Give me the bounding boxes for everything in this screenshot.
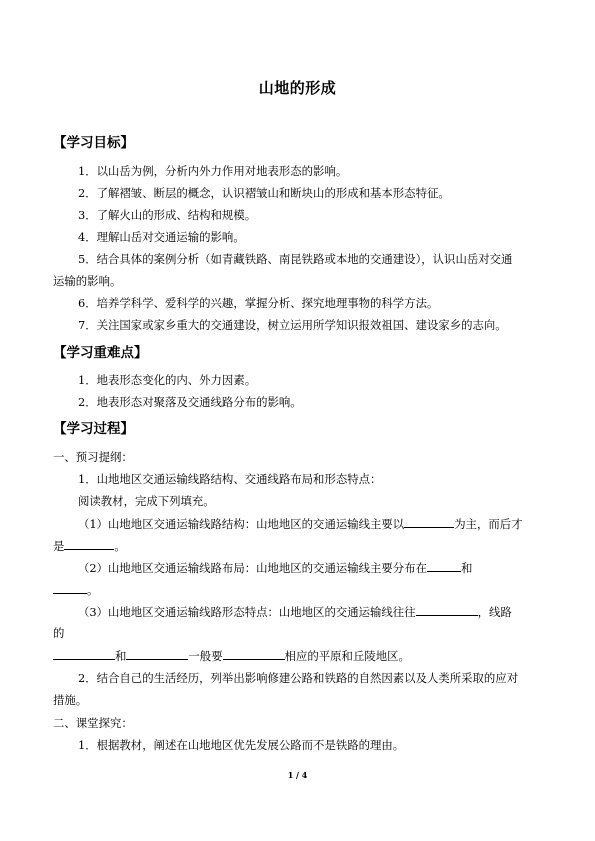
fill-blank[interactable] xyxy=(53,648,115,660)
goal-item-5-continued: 运输的影响。 xyxy=(53,274,122,288)
question-1-text: （1）山地地区交通运输线路结构：山地地区的交通运输线主要以 xyxy=(78,517,405,531)
question-3-line xyxy=(78,604,512,619)
fill-blank[interactable] xyxy=(53,582,87,594)
goal-item-4: 4．理解山岳对交通运输的影响。 xyxy=(78,230,245,244)
question-1-text-b: 为主，而后才 xyxy=(454,517,523,531)
preview-item-2: 2．结合自己的生活经历，列举出影响修建公路和铁路的自然因素以及人类所采取的应对 xyxy=(78,671,519,685)
fill-blank[interactable] xyxy=(404,516,454,528)
fill-blank[interactable] xyxy=(416,604,478,616)
question-1-text-d: 。 xyxy=(114,539,126,553)
explore-item-1: 1．根据教材，阐述在山地地区优先发展公路而不是铁路的理由。 xyxy=(78,738,405,752)
goal-item-5: 5．结合具体的案例分析（如青藏铁路、南昆铁路或本地的交通建设），认识山岳对交通 xyxy=(78,252,513,266)
question-2-text: （2）山地地区交通运输线路布局：山地地区的交通运输线主要分布在 xyxy=(78,561,427,575)
page-number: 1 / 4 xyxy=(287,770,308,780)
goal-item-3: 3．了解火山的形成、结构和规模。 xyxy=(78,208,257,222)
section-heading-process: 【学习过程】 xyxy=(53,421,134,437)
question-3-text-e: 一般要 xyxy=(188,649,223,663)
fill-blank[interactable] xyxy=(223,648,285,660)
goal-item-1: 1．以山岳为例，分析内外力作用对地表形态的影响。 xyxy=(78,164,348,178)
part-explore-heading: 二、课堂探究： xyxy=(53,716,133,730)
fill-blank[interactable] xyxy=(427,560,461,572)
question-2-text-b: 和 xyxy=(460,561,473,575)
goal-item-7: 7．关注国家或家乡重大的交通建设，树立运用所学知识报效祖国、建设家乡的志向。 xyxy=(78,318,507,332)
question-3-text-b: ，线路 xyxy=(477,605,512,619)
goal-item-2: 2．了解褶皱、断层的概念，认识褶皱山和断块山的形成和基本形态特征。 xyxy=(78,186,450,200)
section-heading-goals: 【学习目标】 xyxy=(53,135,134,151)
question-2-line xyxy=(78,560,472,575)
reading-instruction: 阅读教材，完成下列填充。 xyxy=(78,494,215,508)
question-1-line xyxy=(78,516,523,531)
question-3-text-d: 和 xyxy=(115,649,127,663)
page-title: 山地的形成 xyxy=(258,79,337,97)
key-point-2: 2．地表形态对聚落及交通线路分布的影响。 xyxy=(78,395,302,409)
fill-blank[interactable] xyxy=(126,648,188,660)
question-1-text-c: 是 xyxy=(53,539,65,553)
question-1-continued xyxy=(53,538,126,553)
fill-blank[interactable] xyxy=(64,538,114,550)
question-2-text-c: 。 xyxy=(87,583,99,597)
preview-item-2-continued: 措施。 xyxy=(53,693,88,707)
question-2-continued xyxy=(53,582,98,597)
question-3-text: （3）山地地区交通运输线路形态特点：山地地区的交通运输线往往 xyxy=(78,605,416,619)
question-3-continued-2 xyxy=(53,648,410,663)
key-point-1: 1．地表形态变化的内、外力因素。 xyxy=(78,373,257,387)
question-3-continued: 的 xyxy=(53,626,65,640)
question-3-text-f: 相应的平原和丘陵地区。 xyxy=(284,649,410,663)
part-preview-heading: 一、预习提纲： xyxy=(53,450,133,464)
section-heading-key-points: 【学习重难点】 xyxy=(53,345,148,361)
goal-item-6: 6．培养学科学、爱科学的兴趣，掌握分析、探究地理事物的科学方法。 xyxy=(78,296,439,310)
preview-item-1: 1．山地地区交通运输线路结构、交通线路布局和形态特点： xyxy=(78,472,382,486)
